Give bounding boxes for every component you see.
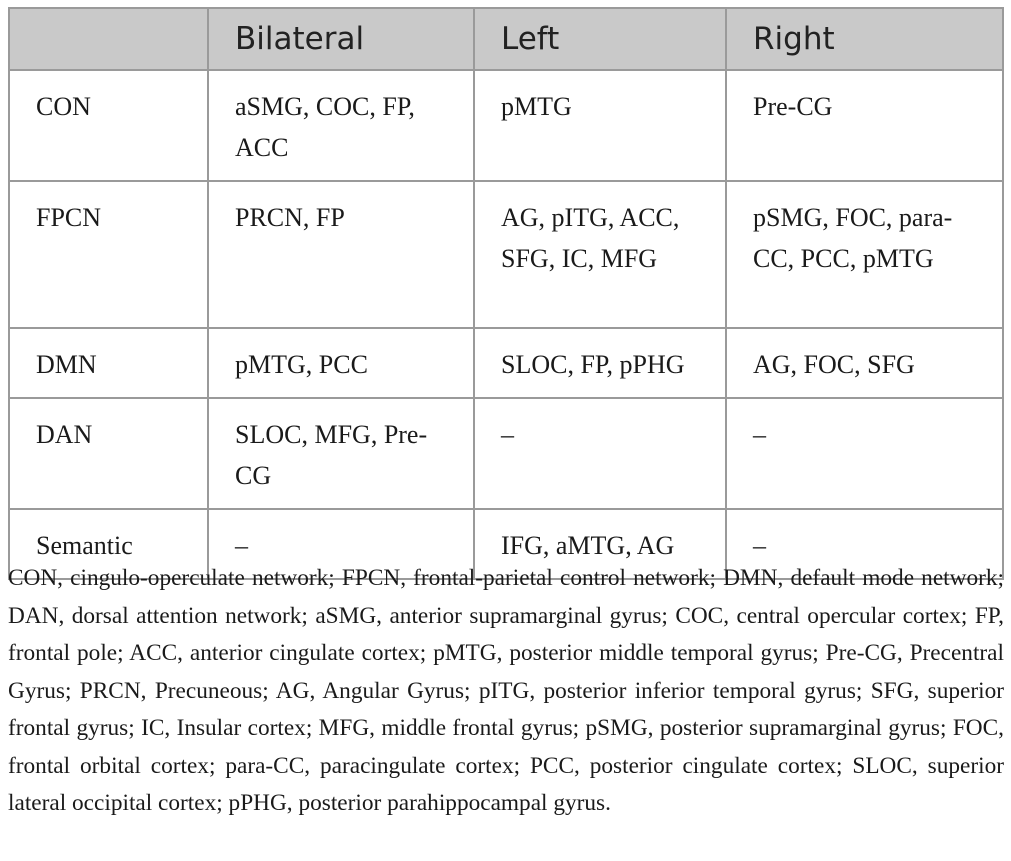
table-footnote: CON, cingulo-operculate network; FPCN, frontal-parietal control network; DMN, default mode network; DAN, dorsal attention network; aSMG, anterior supramarginal gyrus; COC, central opercular cortex; FP, frontal pole; ACC, anterior cingulate cortex; pMTG, posterior middle temporal gyrus; Pre-CG, Precentral Gyrus; PRCN, Precuneous; AG, Angular Gyrus; pITG, posterior inferior temporal gyrus; SFG, superior frontal gyrus; IC, Insular cortex; MFG, middle frontal gyrus; pSMG, posterior supramarginal gyrus; FOC, frontal orbital cortex; para-CC, paracingulate cortex; PCC, posterior cingulate cortex; SLOC, superior lateral occipital cortex; pPHG, posterior parahippocampal gyrus. bbox=[8, 565, 1004, 816]
network-cell: FPCN bbox=[9, 181, 208, 328]
table-row bbox=[9, 328, 1003, 398]
left-cell: IFG, aMTG, AG bbox=[474, 509, 726, 579]
network-cell: DAN bbox=[9, 398, 208, 509]
table-row bbox=[9, 70, 1003, 181]
left-cell: AG, pITG, ACC, SFG, IC, MFG bbox=[474, 181, 726, 328]
network-cell: Semantic bbox=[9, 509, 208, 579]
network-cell: CON bbox=[9, 70, 208, 181]
bilateral-cell: PRCN, FP bbox=[208, 181, 474, 328]
header-bilateral: Bilateral bbox=[208, 8, 474, 70]
right-cell: – bbox=[726, 398, 1003, 509]
left-cell: – bbox=[474, 398, 726, 509]
header-network bbox=[9, 8, 208, 70]
network-regions-table bbox=[8, 7, 1004, 580]
bilateral-cell: SLOC, MFG, Pre-CG bbox=[208, 398, 474, 509]
bilateral-cell: pMTG, PCC bbox=[208, 328, 474, 398]
network-cell: DMN bbox=[9, 328, 208, 398]
right-cell: AG, FOC, SFG bbox=[726, 328, 1003, 398]
right-cell: – bbox=[726, 509, 1003, 579]
header-right: Right bbox=[726, 8, 1003, 70]
right-cell: Pre-CG bbox=[726, 70, 1003, 181]
bilateral-cell: aSMG, COC, FP, ACC bbox=[208, 70, 474, 181]
table-row bbox=[9, 398, 1003, 509]
bilateral-cell: – bbox=[208, 509, 474, 579]
right-cell: pSMG, FOC, para-CC, PCC, pMTG bbox=[726, 181, 1003, 328]
table-row bbox=[9, 181, 1003, 328]
left-cell: pMTG bbox=[474, 70, 726, 181]
left-cell: SLOC, FP, pPHG bbox=[474, 328, 726, 398]
header-left: Left bbox=[474, 8, 726, 70]
table-container bbox=[8, 7, 1002, 580]
table-header-row bbox=[9, 8, 1003, 70]
